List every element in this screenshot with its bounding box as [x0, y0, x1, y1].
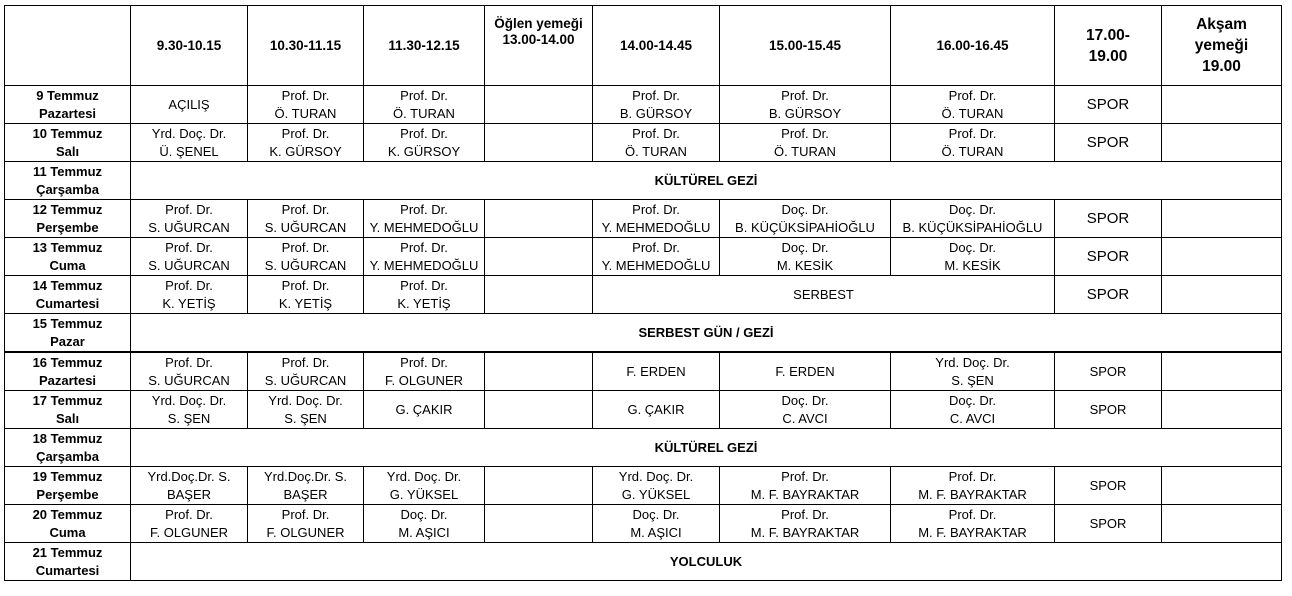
session-cell	[364, 124, 485, 162]
day-cell	[5, 543, 131, 581]
cell-line-1: Yrd.Doç.Dr. S.	[147, 468, 231, 484]
cell-line-2: K. YETİŞ	[162, 295, 216, 311]
table-row	[5, 124, 1282, 162]
cell-line-1: Yrd. Doç. Dr.	[151, 392, 227, 408]
cell-line-2: M. F. BAYRAKTAR	[918, 486, 1027, 502]
session-cell	[131, 276, 248, 314]
cell-line-1: Prof. Dr.	[281, 506, 330, 522]
cell-line-2: S. UĞURCAN	[148, 372, 230, 388]
day-cell	[5, 124, 131, 162]
header-corner	[5, 6, 131, 86]
cell-line-1: 13 Temmuz	[32, 239, 103, 255]
header-lunch-label: Öğlen yemeği	[494, 16, 583, 31]
sport-cell: SPOR	[1055, 352, 1162, 391]
session-cell	[364, 86, 485, 124]
cell-line-1: Prof. Dr.	[948, 125, 997, 141]
cell-line-1: Prof. Dr.	[781, 468, 829, 484]
lunch-cell	[485, 467, 593, 505]
cell-line-2: Salı	[55, 143, 80, 159]
header-slot-6: 16.00-16.45	[891, 6, 1055, 86]
header-dinner	[1162, 6, 1282, 86]
cell-line-1: Prof. Dr.	[632, 125, 680, 141]
session-cell	[131, 124, 248, 162]
header-slot-2: 10.30-11.15	[248, 6, 364, 86]
header-dinner-time: 19.00	[1202, 58, 1241, 75]
cell-line-2: Cuma	[49, 524, 86, 540]
session-cell	[248, 352, 364, 391]
session-cell	[364, 352, 485, 391]
cell-line-1: Doç. Dr.	[949, 201, 996, 217]
cell-line-2: F. OLGUNER	[266, 524, 345, 540]
header-evening-start: 17.00-	[1086, 26, 1130, 44]
lunch-cell	[485, 391, 593, 429]
session-cell	[720, 124, 891, 162]
cell-line-2: Salı	[55, 410, 80, 426]
session-cell	[891, 352, 1055, 391]
cell-line-2: Ö. TURAN	[941, 105, 1004, 121]
cell-line-2: Çarşamba	[36, 181, 99, 197]
session-cell	[720, 238, 891, 276]
lunch-cell	[485, 124, 593, 162]
cell-line-1: 16 Temmuz	[32, 354, 103, 370]
cell-line-2: Ö. TURAN	[774, 143, 836, 159]
cell-line-1: Doç. Dr.	[781, 201, 829, 217]
lunch-cell	[485, 505, 593, 543]
cell-line-2: Y. MEHMEDOĞLU	[601, 257, 711, 273]
cell-line-1: Yrd. Doç. Dr.	[935, 354, 1010, 370]
sport-cell: SPOR	[1055, 86, 1162, 124]
session-cell	[131, 238, 248, 276]
table-row	[5, 467, 1282, 505]
session-cell	[891, 238, 1055, 276]
session-cell	[364, 467, 485, 505]
free-afternoon: SERBEST	[593, 276, 1055, 314]
dinner-cell	[1162, 200, 1282, 238]
sport-cell: SPOR	[1055, 276, 1162, 314]
table-row	[5, 238, 1282, 276]
table-row	[5, 86, 1282, 124]
sport-cell: SPOR	[1055, 200, 1162, 238]
cell-line-1: Prof. Dr.	[400, 239, 448, 255]
cell-line-1: Prof. Dr.	[165, 277, 213, 293]
day-cell	[5, 200, 131, 238]
cell-line-1: 21 Temmuz	[32, 544, 103, 560]
cell-line-2: Ö. TURAN	[625, 143, 687, 159]
cell-line-2: S. UĞURCAN	[264, 219, 347, 235]
table-row	[5, 352, 1282, 391]
cell-line-2: Y. MEHMEDOĞLU	[369, 257, 479, 273]
session-cell	[364, 200, 485, 238]
dinner-cell	[1162, 467, 1282, 505]
full-day-event: KÜLTÜREL GEZİ	[131, 429, 1282, 467]
cell-line-2: B. KÜÇÜKSİPAHİOĞLU	[735, 219, 875, 235]
cell-line-1: Prof. Dr.	[632, 87, 680, 103]
cell-line-2: S. ŞEN	[951, 372, 994, 388]
cell-line-2: M. F. BAYRAKTAR	[750, 524, 860, 540]
cell-line-1: Doç. Dr.	[949, 392, 996, 408]
cell-line-1: G. ÇAKIR	[395, 401, 453, 417]
cell-line-1: Prof. Dr.	[948, 506, 997, 522]
cell-line-1: Prof. Dr.	[400, 354, 448, 370]
cell-line-1: Prof. Dr.	[781, 125, 829, 141]
cell-line-1: Prof. Dr.	[781, 87, 829, 103]
sport-cell: SPOR	[1055, 238, 1162, 276]
cell-line-1: 12 Temmuz	[32, 201, 103, 217]
cell-line-1: Doç. Dr.	[781, 239, 829, 255]
cell-line-1: Prof. Dr.	[165, 201, 213, 217]
day-cell	[5, 86, 131, 124]
sport-cell: SPOR	[1055, 124, 1162, 162]
cell-line-1: Prof. Dr.	[400, 277, 448, 293]
header-lunch-time: 13.00-14.00	[502, 32, 575, 47]
cell-line-2: M. KESİK	[944, 257, 1001, 273]
cell-line-1: AÇILIŞ	[168, 96, 210, 112]
table-row	[5, 543, 1282, 581]
cell-line-1: 11 Temmuz	[32, 163, 103, 179]
cell-line-1: Yrd. Doç. Dr.	[151, 125, 227, 141]
session-cell	[891, 86, 1055, 124]
cell-line-1: Doç. Dr.	[400, 506, 448, 522]
cell-line-2: B. KÜÇÜKSİPAHİOĞLU	[902, 219, 1043, 235]
cell-line-2: Cumartesi	[35, 295, 100, 311]
header-row	[5, 6, 1282, 86]
day-cell	[5, 238, 131, 276]
cell-line-2: K. YETİŞ	[278, 295, 333, 311]
cell-line-2: Ö. TURAN	[274, 105, 337, 121]
full-day-event: KÜLTÜREL GEZİ	[131, 162, 1282, 200]
sport-cell: SPOR	[1055, 467, 1162, 505]
day-cell	[5, 276, 131, 314]
cell-line-2: Y. MEHMEDOĞLU	[369, 219, 479, 235]
cell-line-2: Cuma	[49, 257, 86, 273]
session-cell	[720, 505, 891, 543]
cell-line-2: B. GÜRSOY	[619, 105, 693, 121]
cell-line-1: Yrd.Doç.Dr. S.	[263, 468, 348, 484]
cell-line-1: 14 Temmuz	[32, 277, 103, 293]
cell-line-2: Ö. TURAN	[393, 105, 455, 121]
cell-line-2: Pazar	[50, 333, 85, 349]
cell-line-1: Yrd. Doç. Dr.	[618, 468, 694, 484]
dinner-cell	[1162, 238, 1282, 276]
session-cell	[248, 200, 364, 238]
cell-line-1: Prof. Dr.	[948, 87, 997, 103]
cell-line-2: M. F. BAYRAKTAR	[750, 486, 860, 502]
cell-line-1: 20 Temmuz	[32, 506, 103, 522]
cell-line-1: Prof. Dr.	[165, 506, 213, 522]
cell-line-1: G. ÇAKIR	[627, 401, 685, 417]
cell-line-2: G. YÜKSEL	[621, 486, 691, 502]
cell-line-1: Prof. Dr.	[281, 201, 330, 217]
sport-cell: SPOR	[1055, 391, 1162, 429]
session-cell	[593, 86, 720, 124]
session-cell	[891, 391, 1055, 429]
session-cell	[248, 505, 364, 543]
sport-cell: SPOR	[1055, 505, 1162, 543]
session-cell	[364, 505, 485, 543]
table-row	[5, 505, 1282, 543]
session-cell	[720, 391, 891, 429]
header-slot-3: 11.30-12.15	[364, 6, 485, 86]
table-row	[5, 276, 1282, 314]
cell-line-1: 9 Temmuz	[36, 87, 99, 103]
session-cell	[593, 124, 720, 162]
dinner-cell	[1162, 124, 1282, 162]
session-cell	[248, 467, 364, 505]
cell-line-1: Prof. Dr.	[781, 506, 829, 522]
table-row	[5, 200, 1282, 238]
full-day-event: SERBEST GÜN / GEZİ	[131, 314, 1282, 353]
cell-line-2: Perşembe	[36, 219, 99, 235]
cell-line-2: K. GÜRSOY	[269, 143, 342, 159]
cell-line-2: K. YETİŞ	[397, 295, 451, 311]
session-cell	[720, 200, 891, 238]
cell-line-2: M. AŞICI	[398, 524, 450, 540]
cell-line-2: G. YÜKSEL	[389, 486, 459, 502]
cell-line-1: Prof. Dr.	[281, 87, 330, 103]
session-cell	[131, 200, 248, 238]
session-cell	[593, 238, 720, 276]
cell-line-2: M. F. BAYRAKTAR	[918, 524, 1027, 540]
schedule-table	[4, 5, 1282, 581]
header-slot-4: 14.00-14.45	[593, 6, 720, 86]
session-cell	[364, 276, 485, 314]
session-cell	[364, 391, 485, 429]
cell-line-1: Prof. Dr.	[281, 239, 330, 255]
session-cell	[364, 238, 485, 276]
dinner-cell	[1162, 391, 1282, 429]
dinner-cell	[1162, 276, 1282, 314]
schedule-body	[5, 86, 1282, 581]
cell-line-2: S. UĞURCAN	[264, 257, 347, 273]
lunch-cell	[485, 86, 593, 124]
cell-line-1: Prof. Dr.	[948, 468, 997, 484]
header-dinner-line-2: yemeği	[1194, 37, 1249, 54]
header-evening-end: 19.00	[1088, 47, 1128, 65]
day-cell	[5, 429, 131, 467]
lunch-cell	[485, 200, 593, 238]
lunch-cell	[485, 276, 593, 314]
session-cell	[248, 276, 364, 314]
header-dinner-line-1: Akşam	[1196, 16, 1247, 33]
table-row	[5, 162, 1282, 200]
cell-line-2: BAŞER	[166, 486, 212, 502]
header-evening	[1055, 6, 1162, 86]
session-cell	[720, 467, 891, 505]
cell-line-2: F. OLGUNER	[149, 524, 228, 540]
day-cell	[5, 505, 131, 543]
cell-line-1: 19 Temmuz	[32, 468, 103, 484]
session-cell	[248, 238, 364, 276]
header-slot-5: 15.00-15.45	[720, 6, 891, 86]
day-cell	[5, 314, 131, 353]
cell-line-2: Ü. ŞENEL	[159, 143, 219, 159]
cell-line-1: F. ERDEN	[626, 363, 686, 379]
cell-line-1: Prof. Dr.	[632, 239, 680, 255]
cell-line-1: Doç. Dr.	[949, 239, 996, 255]
cell-line-1: Yrd. Doç. Dr.	[386, 468, 462, 484]
lunch-cell	[485, 238, 593, 276]
day-cell	[5, 162, 131, 200]
cell-line-1: Prof. Dr.	[400, 125, 448, 141]
cell-line-1: Doç. Dr.	[632, 506, 680, 522]
cell-line-2: B. GÜRSOY	[768, 105, 842, 121]
cell-line-2: Y. MEHMEDOĞLU	[601, 219, 711, 235]
day-cell	[5, 352, 131, 391]
cell-line-2: M. KESİK	[776, 257, 834, 273]
dinner-cell	[1162, 505, 1282, 543]
cell-line-2: S. UĞURCAN	[264, 372, 347, 388]
cell-line-2: S. ŞEN	[284, 410, 327, 426]
cell-line-1: Prof. Dr.	[281, 277, 330, 293]
cell-line-2: Ö. TURAN	[941, 143, 1004, 159]
cell-line-2: F. OLGUNER	[384, 372, 463, 388]
cell-line-2: S. UĞURCAN	[148, 257, 230, 273]
dinner-cell	[1162, 352, 1282, 391]
cell-line-2: Pazartesi	[38, 372, 97, 388]
session-cell	[131, 352, 248, 391]
cell-line-1: Doç. Dr.	[781, 392, 829, 408]
session-cell	[248, 391, 364, 429]
session-cell	[720, 86, 891, 124]
cell-line-1: Prof. Dr.	[400, 201, 448, 217]
full-day-event: YOLCULUK	[131, 543, 1282, 581]
cell-line-2: M. AŞICI	[630, 524, 682, 540]
cell-line-2: BAŞER	[283, 486, 328, 502]
table-row	[5, 314, 1282, 353]
cell-line-1: Prof. Dr.	[281, 125, 330, 141]
dinner-cell	[1162, 86, 1282, 124]
session-cell	[248, 124, 364, 162]
cell-line-2: Perşembe	[36, 486, 99, 502]
cell-line-1: 15 Temmuz	[32, 315, 103, 331]
cell-line-1: Prof. Dr.	[165, 239, 213, 255]
session-cell	[131, 467, 248, 505]
cell-line-2: S. ŞEN	[167, 410, 211, 426]
cell-line-1: Prof. Dr.	[165, 354, 213, 370]
session-cell	[593, 352, 720, 391]
header-lunch	[485, 6, 593, 86]
cell-line-2: C. AVCI	[949, 410, 996, 426]
session-cell	[593, 467, 720, 505]
cell-line-1: 18 Temmuz	[32, 430, 103, 446]
cell-line-1: Prof. Dr.	[400, 87, 448, 103]
session-cell	[891, 200, 1055, 238]
session-cell	[593, 505, 720, 543]
day-cell	[5, 467, 131, 505]
session-cell	[891, 124, 1055, 162]
session-cell	[593, 391, 720, 429]
header-slot-1: 9.30-10.15	[131, 6, 248, 86]
cell-line-1: Prof. Dr.	[632, 201, 680, 217]
session-cell	[891, 467, 1055, 505]
cell-line-1: Yrd. Doç. Dr.	[268, 392, 343, 408]
cell-line-2: S. UĞURCAN	[148, 219, 230, 235]
session-cell	[720, 352, 891, 391]
session-cell	[131, 505, 248, 543]
cell-line-2: Çarşamba	[36, 448, 99, 464]
cell-line-2: C. AVCI	[782, 410, 828, 426]
table-row	[5, 391, 1282, 429]
cell-line-2: K. GÜRSOY	[387, 143, 461, 159]
session-cell	[593, 200, 720, 238]
session-cell	[131, 86, 248, 124]
cell-line-2: Cumartesi	[35, 562, 100, 578]
day-cell	[5, 391, 131, 429]
cell-line-2: Pazartesi	[38, 105, 97, 121]
cell-line-1: F. ERDEN	[775, 363, 835, 379]
session-cell	[131, 391, 248, 429]
cell-line-1: 17 Temmuz	[32, 392, 103, 408]
lunch-cell	[485, 352, 593, 391]
session-cell	[248, 86, 364, 124]
cell-line-1: 10 Temmuz	[32, 125, 103, 141]
table-row	[5, 429, 1282, 467]
cell-line-1: Prof. Dr.	[281, 354, 330, 370]
session-cell	[891, 505, 1055, 543]
